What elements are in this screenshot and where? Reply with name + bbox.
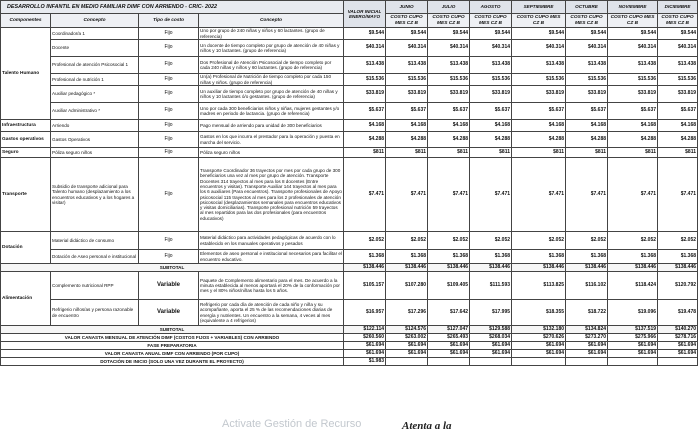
value-cell: $2.052 xyxy=(386,232,428,250)
concept-detail-cell: Elementos de aseo personal e institucional necesarios para facilitar el encuentro educativo. xyxy=(200,251,342,262)
value-cell: $4.288 xyxy=(428,132,470,148)
total-value: $61.694 xyxy=(566,350,608,358)
concept-cell: Arriendo xyxy=(51,120,139,132)
header-costo-cupo: COSTO CUPO MES CZ B xyxy=(608,14,658,28)
total-value xyxy=(386,358,428,366)
concept-cell: Material didáctico de consumo xyxy=(51,232,139,250)
table-row xyxy=(1,103,698,120)
subtotal-row xyxy=(1,264,698,272)
table-row xyxy=(1,232,698,250)
concept-detail-cell: Material didáctico para actividades pedagógicas de acuerdo con lo establecido en los manuales operativos y pesados xyxy=(199,232,344,250)
value-cell: $40.314 xyxy=(470,40,512,57)
value-cell: $811 xyxy=(658,148,698,158)
value-cell: $7.471 xyxy=(608,158,658,232)
value-cell: $7.471 xyxy=(386,158,428,232)
header-month: SEPTIEMBRE xyxy=(512,1,566,14)
value-cell: $9.544 xyxy=(428,28,470,40)
table-row xyxy=(1,272,698,300)
subtotal-value: $129.588 xyxy=(470,326,512,334)
value-cell: $7.471 xyxy=(470,158,512,232)
total-value xyxy=(512,358,566,366)
value-cell: $4.168 xyxy=(386,120,428,132)
header-month: JUNIO xyxy=(386,1,428,14)
total-row xyxy=(1,350,698,358)
total-value: $61.694 xyxy=(344,350,386,358)
total-label: FASE PREPARATORIA xyxy=(1,342,344,350)
total-value: $61.694 xyxy=(512,350,566,358)
value-cell: $7.471 xyxy=(512,158,566,232)
value-cell: $811 xyxy=(608,148,658,158)
value-cell: $811 xyxy=(386,148,428,158)
table-row xyxy=(1,132,698,148)
total-label: DOTACIÓN DE INICIO (SOLO UNA VEZ DURANTE EL PROYECTO) xyxy=(1,358,344,366)
total-value xyxy=(470,358,512,366)
cost-type-cell: Fijo xyxy=(139,57,199,74)
value-cell: $13.438 xyxy=(344,57,386,74)
table-row xyxy=(1,57,698,74)
value-cell: $13.438 xyxy=(512,57,566,74)
total-value: $61.694 xyxy=(386,342,428,350)
total-value: $61.694 xyxy=(470,342,512,350)
value-cell: $15.536 xyxy=(608,74,658,86)
value-cell: $4.288 xyxy=(658,132,698,148)
value-cell: $811 xyxy=(470,148,512,158)
value-cell: $4.168 xyxy=(470,120,512,132)
value-cell: $18.355 xyxy=(512,300,566,326)
total-value xyxy=(428,358,470,366)
subtotal-value: $138.446 xyxy=(386,264,428,272)
table-row xyxy=(1,158,698,232)
header-month: JULIO xyxy=(428,1,470,14)
total-value: $61.694 xyxy=(428,350,470,358)
value-cell: $15.536 xyxy=(470,74,512,86)
header-costo-cupo: COSTO CUPO MES CZ B xyxy=(470,14,512,28)
value-cell: $9.544 xyxy=(566,28,608,40)
value-cell: $2.052 xyxy=(566,232,608,250)
concept-detail-cell: Transporte Coordinador 36 trayectos por mes por cada grupo de 300 beneficiarios una vez al mes por grupo de atención. Transporte Docentes 314 trayectos al mes para los 8 docentes (Entre encuentros y visitas). Transporte Auxiliar 144 trayectos al mes para los 6 auxiliares (Para encuentros). Transporte profesionales de Apoyo psicosocial 115 trayectos al mes para los 2 profesionales de atención psicosocial (desplazamientos semanales para encuentros educativos y visitas domiciliarias). Transporte profesional nutrición 59 trayectos al mes repartidos para las dos profesionales (para encuentros educativos) xyxy=(199,158,344,232)
subtotal-value: $132.180 xyxy=(512,326,566,334)
value-cell: $4.288 xyxy=(344,132,386,148)
total-value: $273.270 xyxy=(566,334,608,342)
cost-type-cell: Fijo xyxy=(139,74,199,86)
value-cell: $33.819 xyxy=(428,86,470,103)
value-cell: $5.637 xyxy=(512,103,566,120)
total-label: VALOR CANASTA ANUAL DIMF CON ARRIENDO (POR CUPO) xyxy=(1,350,344,358)
value-cell: $811 xyxy=(512,148,566,158)
subtotal-value: $138.446 xyxy=(470,264,512,272)
value-cell: $4.288 xyxy=(566,132,608,148)
value-cell: $118.424 xyxy=(608,272,658,300)
total-value xyxy=(658,358,698,366)
total-value: $61.694 xyxy=(658,342,698,350)
component-cell: Gastos operativos xyxy=(1,132,51,148)
value-cell: $15.536 xyxy=(344,74,386,86)
concept-detail-cell: Uno por grupo de 240 niñas y niños y 60 lactantes. (grupo de referencia) xyxy=(199,28,344,40)
total-value: $260.560 xyxy=(344,334,386,342)
concept-detail-cell: Paquete de Complemento alimentario para el mes. De acuerdo a la minuta establecida al menos aportará el 20% de la conformación por mes y el 80% niños/niñas hasta los 5 años. xyxy=(199,272,344,300)
total-value xyxy=(566,358,608,366)
concept-detail-cell: Un auxiliar de tiempo completo por grupo de atención de 40 niñas y niños y 10 lactantes ó/o gestantes. (grupo de referencia) xyxy=(199,86,344,103)
value-cell: $2.052 xyxy=(658,232,698,250)
value-cell: $1.368 xyxy=(566,250,608,264)
subtotal-value: $138.446 xyxy=(658,264,698,272)
table-row xyxy=(1,250,698,264)
total-value: $61.694 xyxy=(428,342,470,350)
value-cell: $15.536 xyxy=(428,74,470,86)
component-cell: Dotación xyxy=(1,232,51,264)
concept-cell: Auxiliar pedagógico * xyxy=(51,86,139,103)
subtotal-value: $134.824 xyxy=(566,326,608,334)
table-row xyxy=(1,40,698,57)
value-cell: $13.438 xyxy=(428,57,470,74)
header-costo-cupo: COSTO CUPO MES CZ B xyxy=(566,14,608,28)
value-cell: $5.637 xyxy=(428,103,470,120)
table-row xyxy=(1,120,698,132)
component-cell: Talento Humano xyxy=(1,28,51,120)
value-cell: $33.819 xyxy=(386,86,428,103)
header-componentes: Componentes xyxy=(1,14,51,28)
total-value: $263.002 xyxy=(386,334,428,342)
value-cell: $4.288 xyxy=(386,132,428,148)
value-cell: $116.102 xyxy=(566,272,608,300)
value-cell: $4.168 xyxy=(344,120,386,132)
component-cell: Transporte xyxy=(1,158,51,232)
concept-cell: Dotación de Aseo personal e institucional xyxy=(51,250,139,264)
value-cell: $1.368 xyxy=(428,250,470,264)
table-row xyxy=(1,28,698,40)
value-cell: $5.637 xyxy=(566,103,608,120)
total-value: $61.694 xyxy=(470,350,512,358)
value-cell: $120.792 xyxy=(658,272,698,300)
cost-type-cell: Fijo xyxy=(139,103,199,120)
table-row xyxy=(1,86,698,103)
value-cell: $4.288 xyxy=(608,132,658,148)
concept-detail-cell: Refrigerio por cada día de atención de cada niño y niña y su acompañante, aporta el 25 % de las recomendaciones diarias de energía y nutrientes. Un encuentro a la semana, 4 veces al mes (equivalente a 4 refrigerios) xyxy=(199,300,344,326)
subtotal-value: $138.446 xyxy=(512,264,566,272)
value-cell: $5.637 xyxy=(386,103,428,120)
subtotal-value: $122.114 xyxy=(344,326,386,334)
subtotal-value: $138.446 xyxy=(344,264,386,272)
cost-type-cell: Fijo xyxy=(139,28,199,40)
subtotal-value: $124.576 xyxy=(386,326,428,334)
value-cell: $1.368 xyxy=(608,250,658,264)
total-label: VALOR CANASTA MENSUAL DE ATENCIÓN DIMF (COSTOS FIJOS + VARIABLES) CON ARRIENDO xyxy=(1,334,344,342)
header-concepto: Concepto xyxy=(51,14,139,28)
value-cell: $40.314 xyxy=(608,40,658,57)
concept-cell: Coordinador/a 1 xyxy=(51,28,139,40)
subtotal-value: $138.446 xyxy=(608,264,658,272)
value-cell: $111.593 xyxy=(470,272,512,300)
value-cell: $5.637 xyxy=(658,103,698,120)
value-cell: $19.096 xyxy=(608,300,658,326)
table-row xyxy=(1,74,698,86)
total-value: $268.034 xyxy=(470,334,512,342)
total-row xyxy=(1,334,698,342)
value-cell: $13.438 xyxy=(470,57,512,74)
value-cell: $13.438 xyxy=(608,57,658,74)
concept-cell: Subsidio de transporte adicional para Talento humano (desplazamiento a los encuentros educativos y a los hogares a visitar) xyxy=(51,158,139,232)
total-value: $61.694 xyxy=(386,350,428,358)
cost-type-cell: Fijo xyxy=(139,148,199,158)
subtotal-label: SUBTOTAL xyxy=(1,326,344,334)
value-cell: $9.544 xyxy=(658,28,698,40)
value-cell: $105.157 xyxy=(344,272,386,300)
concept-cell: Complemento nutricional RPP xyxy=(51,272,139,300)
value-cell: $40.314 xyxy=(512,40,566,57)
cost-type-cell: Variable xyxy=(139,300,199,326)
value-cell: $4.168 xyxy=(608,120,658,132)
value-cell: $1.368 xyxy=(344,250,386,264)
cost-type-cell: Fijo xyxy=(139,132,199,148)
value-cell: $33.819 xyxy=(566,86,608,103)
concept-cell: Póliza seguro niños xyxy=(51,148,139,158)
subtotal-value: $137.519 xyxy=(608,326,658,334)
value-cell: $811 xyxy=(566,148,608,158)
value-cell: $13.438 xyxy=(566,57,608,74)
value-cell: $1.368 xyxy=(470,250,512,264)
value-cell: $2.052 xyxy=(608,232,658,250)
concept-cell: Profesional de nutrición 1 xyxy=(51,74,139,86)
value-cell: $1.368 xyxy=(386,250,428,264)
value-cell: $7.471 xyxy=(566,158,608,232)
total-value xyxy=(608,358,658,366)
value-cell: $16.957 xyxy=(344,300,386,326)
header-month: OCTUBRE xyxy=(566,1,608,14)
value-cell: $33.819 xyxy=(608,86,658,103)
total-value: $61.694 xyxy=(566,342,608,350)
header-costo-cupo: COSTO CUPO MES CZ B xyxy=(512,14,566,28)
value-cell: $5.637 xyxy=(470,103,512,120)
value-cell: $40.314 xyxy=(386,40,428,57)
concept-detail-cell: Póliza seguro niños xyxy=(199,148,344,158)
total-row xyxy=(1,342,698,350)
value-cell: $15.536 xyxy=(386,74,428,86)
value-cell: $4.168 xyxy=(566,120,608,132)
table-title: DESARROLLO INFANTIL EN MEDIO FAMILIAR DIMF CON ARRIENDO - CRIC- 2022 xyxy=(1,1,344,14)
value-cell: $5.637 xyxy=(344,103,386,120)
value-cell: $2.052 xyxy=(428,232,470,250)
concept-detail-cell: Un(a) Profesional de Nutrición de tiempo completo por cada 150 niñas y niños. (grupo de referencia) xyxy=(199,74,344,86)
value-cell: $109.405 xyxy=(428,272,470,300)
component-cell: Seguro xyxy=(1,148,51,158)
value-cell: $9.544 xyxy=(386,28,428,40)
concept-cell: Refrigerio niños/as y persona razonable de encuentro xyxy=(51,300,139,326)
total-value: $61.694 xyxy=(344,342,386,350)
value-cell: $7.471 xyxy=(658,158,698,232)
value-cell: $15.536 xyxy=(512,74,566,86)
value-cell: $9.544 xyxy=(344,28,386,40)
value-cell: $4.168 xyxy=(658,120,698,132)
watermark-text: Activate Gestión de Recurso xyxy=(222,418,362,430)
subtotal-value: $138.446 xyxy=(566,264,608,272)
value-cell: $19.478 xyxy=(658,300,698,326)
value-cell: $13.438 xyxy=(658,57,698,74)
header-month: DICIEMBRE xyxy=(658,1,698,14)
cost-type-cell: Variable xyxy=(139,272,199,300)
value-cell: $33.819 xyxy=(344,86,386,103)
cost-type-cell: Fijo xyxy=(139,158,199,232)
value-cell: $40.314 xyxy=(344,40,386,57)
cost-type-cell: Fijo xyxy=(139,250,199,264)
value-cell: $2.052 xyxy=(470,232,512,250)
table-row xyxy=(1,300,698,326)
value-cell: $113.825 xyxy=(512,272,566,300)
concept-cell: Profesional de atención Psicosocial 1 xyxy=(51,57,139,74)
value-cell: $2.052 xyxy=(512,232,566,250)
subtotal-value: $127.047 xyxy=(428,326,470,334)
value-cell: $9.544 xyxy=(512,28,566,40)
component-cell: Infraestructura xyxy=(1,120,51,132)
total-value: $1.983 xyxy=(344,358,386,366)
value-cell: $9.544 xyxy=(608,28,658,40)
value-cell: $4.288 xyxy=(512,132,566,148)
header-costo-cupo: COSTO CUPO MES CZ B xyxy=(428,14,470,28)
header-tipo: Tipo de costo xyxy=(139,14,199,28)
total-value: $61.694 xyxy=(608,350,658,358)
value-cell: $1.368 xyxy=(512,250,566,264)
value-cell: $5.637 xyxy=(608,103,658,120)
header-valor-inicial: VALOR INICIAL ENERO/MAYO xyxy=(344,1,386,28)
concept-detail-cell: Gastos en los que incurra el prestador para la operación y puesta en marcha del servicio. xyxy=(199,132,344,148)
value-cell: $811 xyxy=(428,148,470,158)
value-cell: $15.536 xyxy=(658,74,698,86)
subtotal-value: $138.446 xyxy=(428,264,470,272)
value-cell: $40.314 xyxy=(428,40,470,57)
value-cell: $9.544 xyxy=(470,28,512,40)
concept-detail-cell: Uno por cada 300 beneficiarios niños y niñas, mujeres gestantes y/o madres en periodo de lactancia. (grupo de referencia) xyxy=(199,103,344,120)
concept-detail-cell: Dos Profesional de Atención Psicosocial de tiempo completo por cada 240 niñas y niños y 60 lactantes. (grupo de referencia) xyxy=(199,57,344,74)
header-month: AGOSTO xyxy=(470,1,512,14)
concept-detail-cell: Un docente de tiempo completo por grupo de atención de 40 niñas y niños y 10 lactantes. (grupo de referencia) xyxy=(199,40,344,57)
header-costo-cupo: COSTO CUPO MES CZ B xyxy=(386,14,428,28)
cost-type-cell: Fijo xyxy=(139,40,199,57)
total-value: $265.493 xyxy=(428,334,470,342)
total-value: $275.966 xyxy=(608,334,658,342)
total-row xyxy=(1,358,698,366)
value-cell: $4.168 xyxy=(512,120,566,132)
value-cell: $7.471 xyxy=(344,158,386,232)
subtotal-label: SUBTOTAL xyxy=(1,264,344,272)
value-cell: $107.280 xyxy=(386,272,428,300)
subtotal-row xyxy=(1,326,698,334)
value-cell: $2.052 xyxy=(344,232,386,250)
total-value: $61.694 xyxy=(608,342,658,350)
total-value: $61.694 xyxy=(658,350,698,358)
cost-type-cell: Fijo xyxy=(139,232,199,250)
cost-type-cell: Fijo xyxy=(139,86,199,103)
value-cell: $17.296 xyxy=(386,300,428,326)
table-row xyxy=(1,148,698,158)
concept-cell: Gastos Operativos xyxy=(51,132,139,148)
header-costo-cupo: COSTO CUPO MES CZ B xyxy=(658,14,698,28)
value-cell: $1.368 xyxy=(658,250,698,264)
value-cell: $40.314 xyxy=(566,40,608,57)
header-concepto-detalle: Concepto xyxy=(199,14,344,28)
handwritten-annotation: Atenta a la xyxy=(402,420,452,432)
total-value: $270.626 xyxy=(512,334,566,342)
concept-detail-cell: Pago mensual de arriendo para unidad de 300 beneficiarios xyxy=(199,120,344,132)
value-cell: $17.642 xyxy=(428,300,470,326)
total-value: $61.694 xyxy=(512,342,566,350)
value-cell: $40.314 xyxy=(658,40,698,57)
value-cell: $4.288 xyxy=(470,132,512,148)
value-cell: $17.995 xyxy=(470,300,512,326)
total-value: $278.716 xyxy=(658,334,698,342)
value-cell: $13.438 xyxy=(386,57,428,74)
component-cell: Alimentación xyxy=(1,272,51,326)
value-cell: $7.471 xyxy=(428,158,470,232)
concept-cell: Docente xyxy=(51,40,139,57)
concept-cell: Auxiliar Administrativo * xyxy=(51,103,139,120)
value-cell: $18.722 xyxy=(566,300,608,326)
cost-type-cell: Fijo xyxy=(139,120,199,132)
value-cell: $33.819 xyxy=(470,86,512,103)
value-cell: $4.168 xyxy=(428,120,470,132)
value-cell: $33.819 xyxy=(658,86,698,103)
value-cell: $15.536 xyxy=(566,74,608,86)
value-cell: $33.819 xyxy=(512,86,566,103)
value-cell: $811 xyxy=(344,148,386,158)
subtotal-value: $140.270 xyxy=(658,326,698,334)
header-month: NOVIEMBRE xyxy=(608,1,658,14)
